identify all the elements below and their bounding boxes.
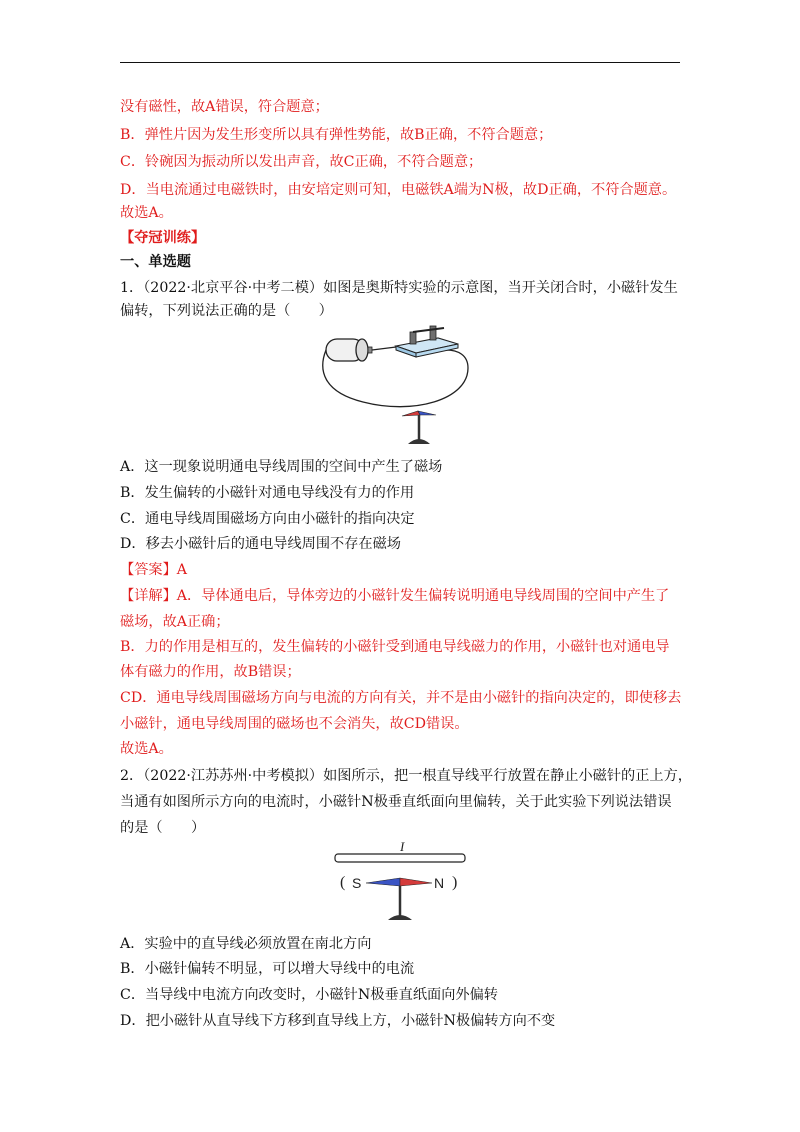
- prev-explanation-line: 故选A。: [120, 205, 173, 221]
- q1-option-b: B．发生偏转的小磁针对通电导线没有力的作用: [120, 485, 415, 501]
- q1-option-c: C．通电导线周围磁场方向由小磁针的指向决定: [120, 511, 415, 527]
- q1-explanation-line: CD．通电导线周围磁场方向与电流的方向有关，并不是由小磁针的指向决定的，即使移去: [120, 690, 682, 706]
- q1-explanation-line: 小磁针，通电导线周围的磁场也不会消失，故CD错误。: [120, 716, 469, 732]
- right-arc: ): [452, 874, 458, 891]
- q1-explanation-line: B．力的作用是相互的，发生偏转的小磁针受到通电导线磁力的作用，小磁针也对通电导: [120, 639, 670, 655]
- magnetic-needle-icon: [402, 411, 436, 444]
- q2-option-a: A．实验中的直导线必须放置在南北方向: [120, 936, 372, 952]
- straight-wire-figure: [330, 838, 470, 928]
- q1-explanation-line: 体有磁力的作用，故B错误；: [120, 664, 301, 680]
- q1-stem-line: 偏转，下列说法正确的是（ ）: [120, 303, 333, 319]
- prev-explanation-line: C．铃碗因为振动所以发出声音，故C正确，不符合题意；: [120, 154, 483, 170]
- q1-stem-line: 1．（2022·北京平谷·中考二模）如图是奥斯特实验的示意图，当开关闭合时，小磁针发生: [120, 280, 678, 296]
- q1-option-d: D．移去小磁针后的通电导线周围不存在磁场: [120, 536, 401, 552]
- section-subtitle: 一、单选题: [120, 254, 191, 270]
- s-pole-label: S: [352, 875, 362, 891]
- header-rule: [120, 62, 680, 63]
- q2-option-b: B．小磁针偏转不明显，可以增大导线中的电流: [120, 961, 415, 977]
- oersted-experiment-figure: [318, 320, 488, 450]
- prev-explanation-line: D．当电流通过电磁铁时，由安培定则可知，电磁铁A端为N极，故D正确，不符合题意。: [120, 182, 677, 198]
- current-label: I: [400, 839, 405, 854]
- q1-option-a: A．这一现象说明通电导线周围的空间中产生了磁场: [120, 459, 443, 475]
- switch-icon: [396, 326, 458, 357]
- q2-stem-line: 2．（2022·江苏苏州·中考模拟）如图所示，把一根直导线平行放置在静止小磁针的正上方，: [120, 768, 692, 784]
- magnetic-needle-icon: [366, 878, 432, 920]
- q1-explanation-line: 【详解】A．导体通电后，导体旁边的小磁针发生偏转说明通电导线周围的空间中产生了: [120, 588, 670, 604]
- prev-explanation-line: 没有磁性，故A错误，符合题意；: [120, 99, 329, 115]
- q1-explanation-line: 磁场，故A正确；: [120, 614, 230, 630]
- q1-answer: 【答案】A: [120, 562, 187, 578]
- q2-stem-line: 当通有如图所示方向的电流时，小磁针N极垂直纸面向里偏转，关于此实验下列说法错误: [120, 794, 672, 810]
- prev-explanation-line: B．弹性片因为发生形变所以具有弹性势能，故B正确，不符合题意；: [120, 127, 553, 143]
- straight-wire: [335, 854, 465, 862]
- q2-option-d: D．把小磁针从直导线下方移到直导线上方，小磁针N极偏转方向不变: [120, 1013, 556, 1029]
- battery-icon: [326, 339, 372, 361]
- section-title: 【夺冠训练】: [120, 230, 206, 246]
- n-pole-label: N: [434, 875, 445, 891]
- q2-option-c: C．当导线中电流方向改变时，小磁针N极垂直纸面向外偏转: [120, 987, 498, 1003]
- left-arc: (: [340, 874, 346, 891]
- q1-explanation-line: 故选A。: [120, 741, 173, 757]
- q2-stem-line: 的是（ ）: [120, 820, 206, 836]
